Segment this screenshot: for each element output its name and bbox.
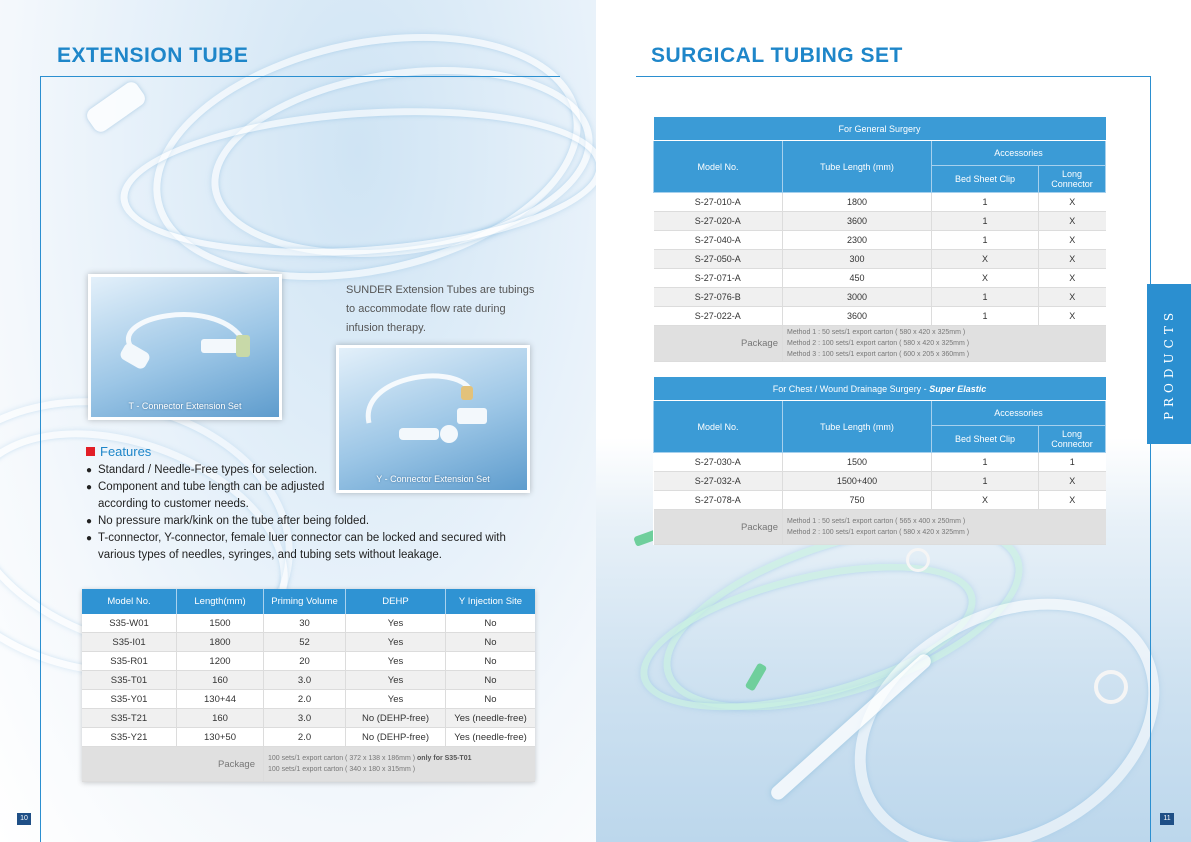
cell: S-27-071-A (654, 269, 783, 288)
cell: S35-T01 (82, 671, 177, 690)
cell: S-27-010-A (654, 193, 783, 212)
cell: Yes (needle-free) (446, 709, 536, 728)
cell: 1800 (783, 193, 932, 212)
clip-decoration (906, 548, 930, 572)
cell: 1 (932, 472, 1039, 491)
cell: No (446, 671, 536, 690)
col-model: Model No. (654, 141, 783, 193)
package-label: Package (82, 747, 264, 782)
page-border-left (40, 76, 41, 842)
features-heading: Features (86, 444, 151, 459)
package-row (654, 326, 1106, 362)
table-row (82, 614, 535, 633)
col-accessories: Accessories (932, 141, 1106, 166)
cell: 1 (932, 307, 1039, 326)
cell: 2.0 (264, 690, 346, 709)
cell: 2300 (783, 231, 932, 250)
cell: 1 (932, 193, 1039, 212)
table-row (654, 307, 1106, 326)
table-caption-row (654, 117, 1106, 141)
cell: No (446, 652, 536, 671)
cell: X (932, 491, 1039, 510)
page-number-left: 10 (17, 813, 31, 825)
title-rule (636, 76, 1151, 77)
luer-connector-decoration (84, 79, 148, 135)
cell: 1500 (783, 453, 932, 472)
cell: Yes (346, 652, 446, 671)
products-side-tab (1147, 284, 1191, 444)
cell: 1 (932, 453, 1039, 472)
table-header-row (82, 589, 535, 614)
extension-tube-spec-table (82, 589, 535, 782)
table-row (654, 212, 1106, 231)
cell: X (1039, 212, 1106, 231)
cell: 160 (177, 671, 264, 690)
col-priming: Priming Volume (264, 589, 346, 614)
col-tube-length: Tube Length (mm) (783, 141, 932, 193)
package-row (654, 510, 1106, 545)
table-caption: For Chest / Wound Drainage Surgery - Super Elastic (654, 377, 1106, 401)
features-list (86, 462, 526, 564)
table-row (82, 633, 535, 652)
cell: Yes (346, 690, 446, 709)
photo-caption: T - Connector Extension Set (128, 401, 242, 411)
table-row (654, 288, 1106, 307)
cell: Yes (346, 671, 446, 690)
cell: S35-R01 (82, 652, 177, 671)
cell: 30 (264, 614, 346, 633)
cell: S35-T21 (82, 709, 177, 728)
col-dehp: DEHP (346, 589, 446, 614)
table-row (654, 491, 1106, 510)
table-caption: For General Surgery (654, 117, 1106, 141)
table-row (82, 690, 535, 709)
col-bed-sheet-clip: Bed Sheet Clip (932, 166, 1039, 193)
cell: X (932, 250, 1039, 269)
cell: No (DEHP-free) (346, 709, 446, 728)
cell: No (446, 690, 536, 709)
col-accessories: Accessories (932, 401, 1106, 426)
cell: 3600 (783, 307, 932, 326)
cell: X (1039, 269, 1106, 288)
cell: 1 (1039, 453, 1106, 472)
feature-item: ● Standard / Needle-Free types for selection. (86, 462, 526, 479)
cell: S-27-020-A (654, 212, 783, 231)
table-row (654, 193, 1106, 212)
intro-paragraph: SUNDER Extension Tubes are tubings to accommodate flow rate during infusion therapy. (346, 284, 535, 334)
products-tab-label: PRODUCTS (1162, 307, 1176, 421)
clip-decoration (1094, 670, 1128, 704)
cell: S-27-050-A (654, 250, 783, 269)
cell: S-27-076-B (654, 288, 783, 307)
cell: No (446, 633, 536, 652)
cell: 20 (264, 652, 346, 671)
cell: S-27-032-A (654, 472, 783, 491)
cell: X (1039, 231, 1106, 250)
table-caption-row (654, 377, 1106, 401)
table-row (654, 453, 1106, 472)
cell: 2.0 (264, 728, 346, 747)
page-title-extension-tube: EXTENSION TUBE (57, 44, 249, 67)
col-model: Model No. (654, 401, 783, 453)
package-label: Package (654, 510, 783, 545)
col-long-connector: Long Connector (1039, 426, 1106, 453)
cell: Yes (346, 633, 446, 652)
cell: 1500 (177, 614, 264, 633)
package-details: 100 sets/1 export carton ( 372 x 138 x 186mm ) only for S35-T01 100 sets/1 export carton ( 340 x 180 x 315mm ) (264, 747, 536, 782)
feature-item: ● No pressure mark/kink on the tube after being folded. (86, 513, 526, 530)
cell: S-27-040-A (654, 231, 783, 250)
feature-item: ● T-connector, Y-connector, female luer connector can be locked and secured with various types of needles, syringes, and tubing sets without leakage. (86, 530, 526, 564)
cell: S35-Y01 (82, 690, 177, 709)
cell: 1500+400 (783, 472, 932, 491)
table-header-row (654, 401, 1106, 426)
cell: Yes (346, 614, 446, 633)
cell: X (1039, 193, 1106, 212)
cell: X (1039, 472, 1106, 491)
cell: 130+50 (177, 728, 264, 747)
cell: Yes (needle-free) (446, 728, 536, 747)
package-row (82, 747, 535, 782)
package-details: Method 1 : 50 sets/1 export carton ( 565 x 400 x 250mm ) Method 2 : 100 sets/1 export carton ( 580 x 420 x 325mm ) (783, 510, 1106, 545)
general-surgery-table (653, 117, 1106, 362)
cell: 750 (783, 491, 932, 510)
cell: 3600 (783, 212, 932, 231)
package-details: Method 1 : 50 sets/1 export carton ( 580 x 420 x 325mm ) Method 2 : 100 sets/1 export carton ( 580 x 420 x 325mm ) Method 3 : 100 sets/1 export carton ( 600 x 205 x 360mm ) (783, 326, 1106, 362)
table-header-row (654, 141, 1106, 166)
title-rule (40, 76, 560, 77)
table-row (82, 671, 535, 690)
drainage-surgery-table (653, 377, 1106, 545)
cell: No (DEHP-free) (346, 728, 446, 747)
product-photo-t-connector (88, 274, 282, 420)
col-length: Length(mm) (177, 589, 264, 614)
photo-caption: Y - Connector Extension Set (376, 474, 490, 484)
cell: 52 (264, 633, 346, 652)
cell: 450 (783, 269, 932, 288)
cell: 3.0 (264, 709, 346, 728)
cell: 1 (932, 212, 1039, 231)
t-connector-illustration (91, 277, 279, 417)
table-row (654, 269, 1106, 288)
page-number-right: 11 (1160, 813, 1174, 825)
cell: 300 (783, 250, 932, 269)
square-bullet-icon (86, 447, 95, 456)
col-y-injection: Y Injection Site (446, 589, 536, 614)
table-row (654, 472, 1106, 491)
cell: 130+44 (177, 690, 264, 709)
cell: S35-Y21 (82, 728, 177, 747)
col-bed-sheet-clip: Bed Sheet Clip (932, 426, 1039, 453)
cell: X (1039, 250, 1106, 269)
cell: 1 (932, 231, 1039, 250)
cell: 1800 (177, 633, 264, 652)
cell: 160 (177, 709, 264, 728)
table-row (82, 652, 535, 671)
feature-item: ● Component and tube length can be adjusted according to customer needs. (86, 479, 343, 513)
package-label: Package (654, 326, 783, 362)
col-model: Model No. (82, 589, 177, 614)
table-row (82, 728, 535, 747)
cell: S35-I01 (82, 633, 177, 652)
cell: S35-W01 (82, 614, 177, 633)
cell: 1 (932, 288, 1039, 307)
page-border-right (1150, 76, 1151, 842)
cell: X (1039, 307, 1106, 326)
cell: S-27-030-A (654, 453, 783, 472)
cell: X (1039, 491, 1106, 510)
col-long-connector: Long Connector (1039, 166, 1106, 193)
cell: 3000 (783, 288, 932, 307)
page-title-surgical-tubing-set: SURGICAL TUBING SET (651, 44, 903, 67)
cell: S-27-022-A (654, 307, 783, 326)
cell: X (932, 269, 1039, 288)
cell: S-27-078-A (654, 491, 783, 510)
col-tube-length: Tube Length (mm) (783, 401, 932, 453)
cell: X (1039, 288, 1106, 307)
table-row (654, 231, 1106, 250)
cell: No (446, 614, 536, 633)
table-row (654, 250, 1106, 269)
cell: 1200 (177, 652, 264, 671)
table-row (82, 709, 535, 728)
cell: 3.0 (264, 671, 346, 690)
